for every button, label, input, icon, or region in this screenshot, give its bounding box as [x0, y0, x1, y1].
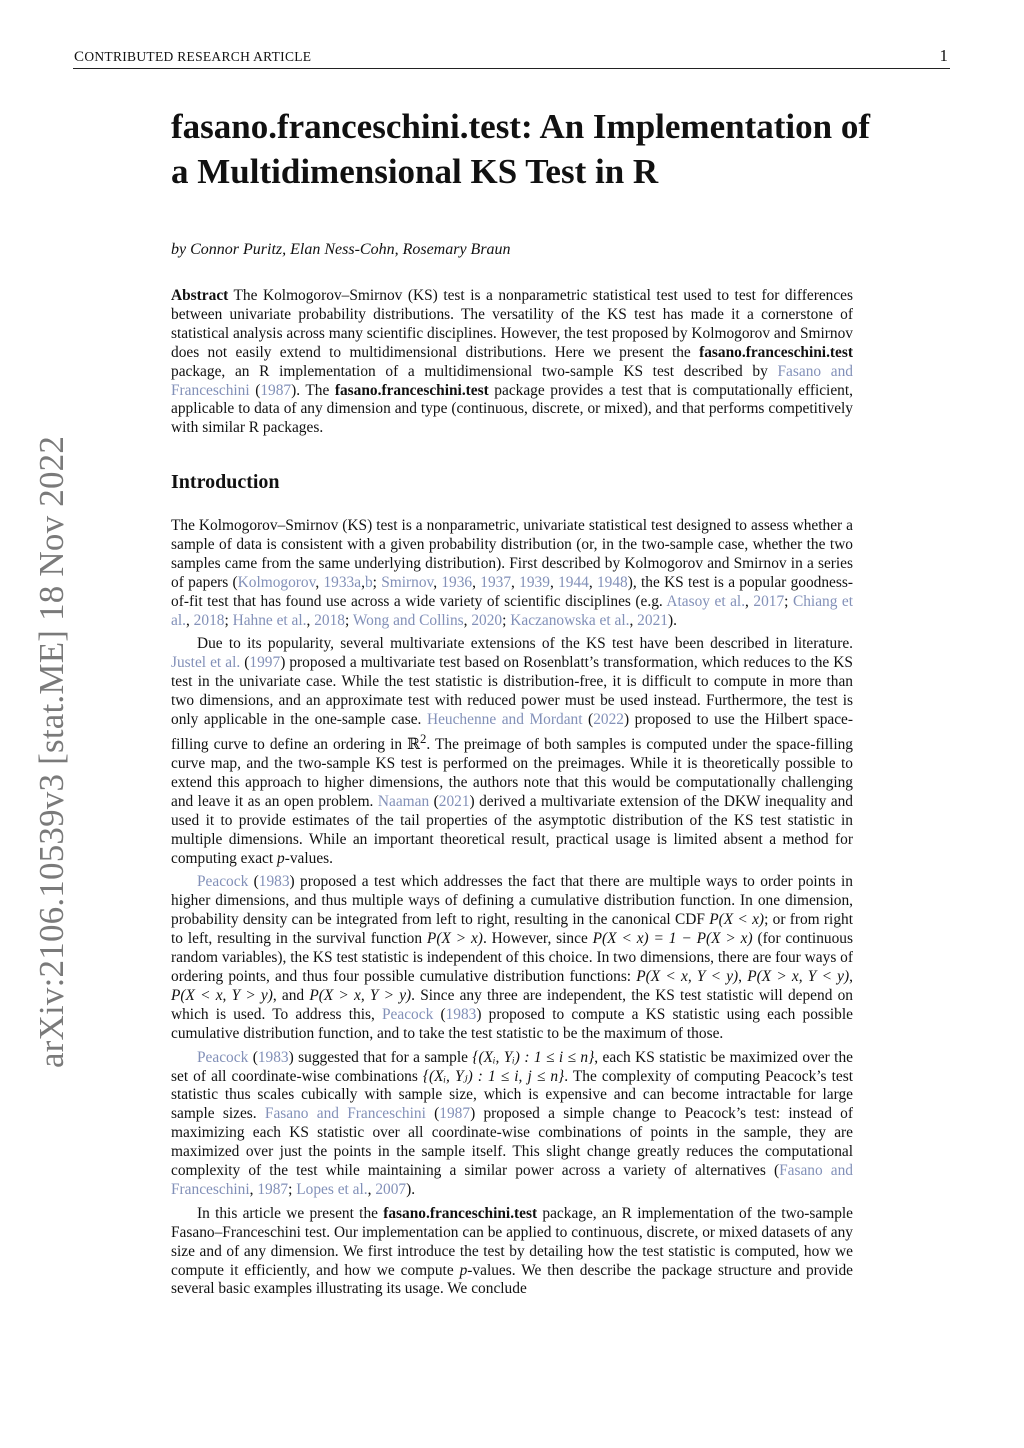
citation-link[interactable]: Naaman — [377, 792, 430, 810]
citation-link[interactable]: Hahne et al. — [232, 611, 307, 629]
paragraph-5: In this article we present the fasano.franceschini.test package, an R implementation of the two-sample Fasano–Franceschini test. Our implementation can be applied to continuous, discrete, or mixed datasets of any size and of any dimension. We first introduce the test by detailing how the test statistic is computed, how we compute it efficiently, and how we compute p-values. We then describe the package structure and provide several basic examples illustrating its usage. We conclude — [171, 1204, 853, 1298]
citation-link[interactable]: Fasano and Franceschini — [264, 1105, 426, 1123]
paper-title: fasano.franceschini.test: An Implementation of a Multidimensional KS Test in R — [171, 107, 870, 191]
math-expression: {(Xᵢ, Yⱼ) : 1 ≤ i, j ≤ n} — [422, 1067, 565, 1085]
math-expression: P(X > x, Y < y) — [747, 967, 850, 985]
journal-section-label: CONTRIBUTED RESEARCH ARTICLE — [74, 49, 312, 65]
citation-year-link[interactable]: 1933a — [323, 573, 362, 591]
citation-year-link[interactable]: 1987 — [257, 1180, 289, 1198]
introduction-body — [171, 517, 853, 1304]
paragraph-1: The Kolmogorov–Smirnov (KS) test is a nonparametric, univariate statistical test designed to assess whether a sample of data is consistent with a given probability distribution (or, in the two-sample case, whether the two samples came from the same underlying distribution). First described by Kolmogorov and Smirnov in a series of papers (Kolmogorov, 1933a,b; Smirnov, 1936, 1937, 1939, 1944, 1948), the KS test is a popular goodness-of-fit test that has found use across a wide variety of scientific disciplines (e.g. Atasoy et al., 2017; Chiang et al., 2018; Hahne et al., 2018; Wong and Collins, 2020; Kaczanowska et al., 2021). — [171, 517, 854, 629]
citation-year-link[interactable]: 1944 — [558, 573, 589, 591]
citation-year-link[interactable]: 1987 — [260, 381, 292, 399]
math-expression: P(X < x) = 1 − P(X > x) — [592, 930, 753, 948]
package-name: fasano.franceschini.test — [334, 381, 489, 399]
running-header — [73, 46, 950, 69]
citation-year-link[interactable]: 1939 — [519, 573, 550, 591]
citation-link[interactable]: Kaczanowska et al. — [510, 611, 630, 629]
citation-link[interactable]: Heuchenne and Mordant — [426, 711, 583, 729]
math-expression: {(Xᵢ, Yᵢ) : 1 ≤ i ≤ n} — [472, 1048, 595, 1066]
citation-year-link[interactable]: 1987 — [439, 1105, 471, 1123]
citation-year-link[interactable]: 2007 — [375, 1180, 407, 1198]
paragraph-4: Peacock (1983) suggested that for a sample {(Xᵢ, Yᵢ) : 1 ≤ i ≤ n}, each KS statistic be maximized over the set of all coordinate-wise combinations {(Xᵢ, Yⱼ) : 1 ≤ i, j ≤ n}. The complexity of computing Peacock’s test statistic thus scales cubically with sample size, which is expensive and can become intractable for large sample sizes. Fasano and Franceschini (1987) proposed a simple change to Peacock’s test: instead of maximizing each KS statistic over all coordinate-wise combinations of points in the sample, they are maximized over just the points in the sample itself. This slight change greatly reduces the computational complexity of the test while maintaining a similar power across a variety of alternatives (Fasano and Franceschini, 1987; Lopes et al., 2007). — [171, 1048, 854, 1198]
citation-link[interactable]: Smirnov — [381, 573, 434, 591]
citation-link[interactable]: Chiang et al. — [171, 592, 854, 629]
citation-link[interactable]: Peacock — [381, 1005, 434, 1023]
author-line: by Connor Puritz, Elan Ness-Cohn, Rosemary Braun — [171, 241, 511, 258]
citation-link[interactable]: Atasoy et al. — [666, 592, 746, 610]
math-expression: P(X > x) — [426, 930, 483, 948]
arxiv-stamp: arXiv:2106.10539v3 [stat.ME] 18 Nov 2022 — [32, 435, 71, 1069]
citation-link[interactable]: Justel et al. — [171, 654, 241, 672]
citation-link[interactable]: Wong and Collins — [352, 611, 464, 629]
page-number: 1 — [939, 46, 948, 65]
citation-link[interactable]: Peacock — [197, 873, 249, 891]
section-heading-introduction: Introduction — [171, 471, 280, 493]
citation-year-link[interactable]: 1937 — [480, 573, 512, 591]
package-name: fasano.franceschini.test — [699, 343, 853, 361]
math-expression: P(X < x) — [709, 911, 765, 929]
citation-link[interactable]: Peacock — [197, 1048, 249, 1066]
citation-year-link[interactable]: 1997 — [249, 654, 281, 672]
citation-year-link[interactable]: 2021 — [438, 792, 470, 810]
citation-link[interactable]: Kolmogorov — [237, 573, 316, 591]
citation-year-link[interactable]: 2018 — [314, 611, 345, 629]
math-expression: P(X > x, Y > y) — [309, 986, 412, 1004]
citation-year-link[interactable]: 1948 — [596, 573, 628, 591]
math-expression: P(X < x, Y > y) — [171, 986, 273, 1004]
citation-year-link[interactable]: 1983 — [257, 1048, 289, 1066]
math-expression: P(X < x, Y < y) — [636, 967, 739, 985]
abstract-heading: Abstract — [171, 287, 229, 304]
citation-year-link[interactable]: 1983 — [445, 1005, 477, 1023]
package-name: fasano.franceschini.test — [383, 1204, 538, 1222]
abstract: Abstract The Kolmogorov–Smirnov (KS) test is a nonparametric statistical test used to test for differences between univariate probability distributions. The versatility of the KS test has made it a cornerstone of statistical analysis across many scientific disciplines. However, the test proposed by Kolmogorov and Smirnov does not easily extend to multidimensional distributions. Here we present the fasano.franceschini.test package, an R implementation of a multidimensional two-sample KS test described by Fasano and Franceschini (1987). The fasano.franceschini.test package provides a test that is computationally efficient, applicable to data of any dimension and type (continuous, discrete, or mixed), and that performs competitively with similar R packages. — [171, 287, 853, 437]
citation-year-link[interactable]: 2020 — [471, 611, 503, 629]
citation-link[interactable]: Fasano and Franceschini — [171, 362, 853, 399]
paragraph-2: Due to its popularity, several multivariate extensions of the KS test have been described in literature. Justel et al. (1997) proposed a multivariate test based on Rosenblatt’s transformation, which reduces to the KS test in the univariate case. While the test statistic is distribution-free, it is difficult to compute in more than two dimensions, and an approximate test with reduced power must be used instead. Furthermore, the test is only applicable in the one-sample case. Heuchenne and Mordant (2022) proposed to use the Hilbert space-filling curve to define an ordering in ℝ$^2$. The preimage of both samples is computed under the space-filling curve map, and the two-sample KS test is performed on the preimages. While it is theoretically possible to extend this approach to higher dimensions, the authors note that this would be computationally challenging and leave it as an open problem. Naaman (2021) derived a multivariate extension of the DKW inequality and used it to provide estimates of the tail properties of the asymptotic distribution of the KS test statistic in multiple dimensions. While an important theoretical result, practical usage is limited absent a method for computing exact p-values. — [171, 635, 854, 867]
citation-year-link[interactable]: 1936 — [441, 573, 473, 591]
citation-link[interactable]: Lopes et al. — [296, 1180, 368, 1198]
citation-year-link[interactable]: b — [364, 573, 373, 591]
citation-link[interactable]: Fasano and Franceschini — [171, 1162, 854, 1198]
citation-year-link[interactable]: 2017 — [753, 592, 785, 610]
paragraph-3: Peacock (1983) proposed a test which addresses the fact that there are multiple ways to order points in higher dimensions, and thus multiple ways of defining a cumulative distribution function. In one dimension, probability density can be integrated from left to right, resulting in the canonical CDF P(X < x); or from right to left, resulting in the survival function P(X > x). However, since P(X < x) = 1 − P(X > x) (for continuous random variables), the KS test statistic is independent of this choice. In two dimensions, there are four ways of ordering points, and thus four possible cumulative distribution functions: P(X < x, Y < y), P(X > x, Y < y), P(X < x, Y > y), and P(X > x, Y > y). Since any three are independent, the KS test statistic will depend on which is used. To address this, Peacock (1983) proposed to compute a KS statistic using each possible cumulative distribution function, and to take the test statistic to be the maximum of those. — [171, 873, 853, 1042]
citation-year-link[interactable]: 2022 — [593, 711, 624, 729]
citation-year-link[interactable]: 2018 — [193, 611, 225, 629]
citation-year-link[interactable]: 1983 — [258, 873, 290, 891]
citation-year-link[interactable]: 2021 — [637, 611, 668, 629]
